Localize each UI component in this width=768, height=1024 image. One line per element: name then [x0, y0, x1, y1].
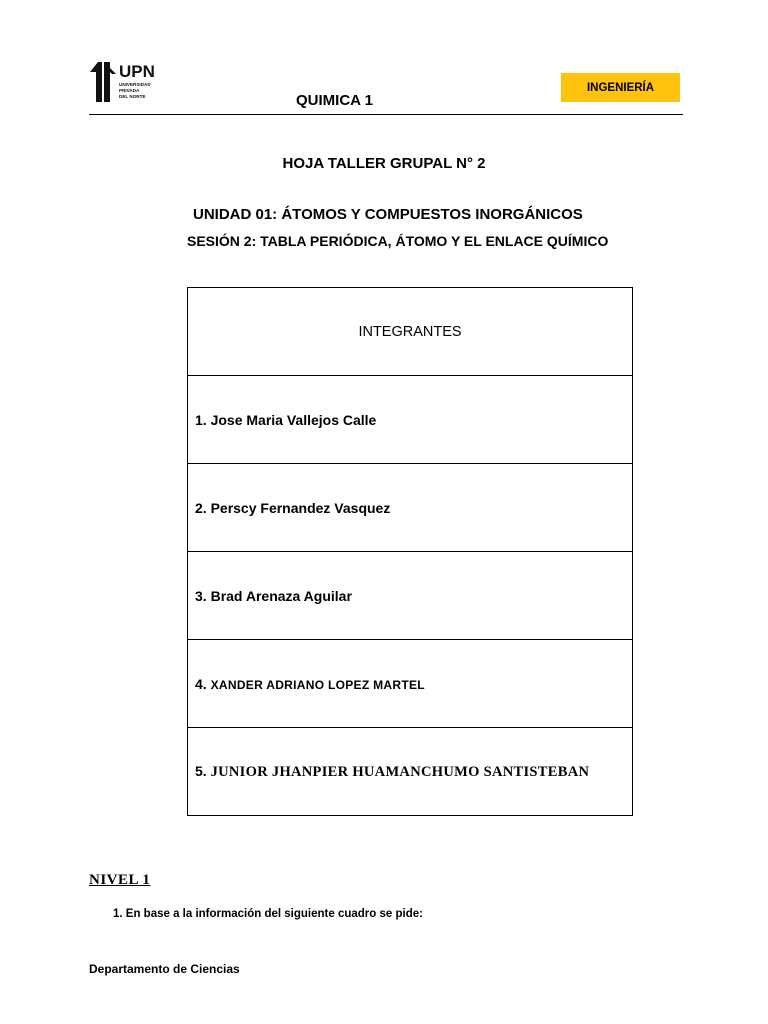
table-row: [188, 728, 633, 816]
member-number: 3.: [195, 587, 207, 604]
table-row: [188, 552, 633, 640]
logo-tagline-2: PRIVADA: [119, 88, 140, 93]
members-table: [187, 287, 633, 816]
table-row: [188, 640, 633, 728]
logo-tagline-1: UNIVERSIDAD: [119, 82, 151, 87]
footer-department: Departamento de Ciencias: [89, 962, 240, 976]
member-cell-4: [188, 640, 633, 728]
member-name: Jose Maria Vallejos Calle: [210, 411, 377, 428]
logo-brand: UPN: [119, 62, 155, 81]
upn-logo: [88, 60, 168, 104]
member-name: Perscy Fernandez Vasquez: [210, 499, 391, 516]
unit-title: UNIDAD 01: ÁTOMOS Y COMPUESTOS INORGÁNICOS: [193, 206, 583, 223]
course-title: QUIMICA 1: [296, 92, 373, 109]
member-number: 2.: [195, 499, 207, 516]
member-cell-2: [188, 464, 633, 552]
table-header-row: [188, 288, 633, 376]
member-number: 1.: [195, 411, 207, 428]
upn-logo-mark: [88, 60, 168, 104]
faculty-badge: [561, 73, 680, 102]
table-row: [188, 464, 633, 552]
member-name: JUNIOR JHANPIER HUAMANCHUMO SANTISTEBAN: [210, 763, 590, 780]
member-name: Brad Arenaza Aguilar: [210, 587, 352, 604]
member-number: 4.: [195, 675, 207, 692]
faculty-label: INGENIERÍA: [586, 81, 655, 94]
level-heading: NIVEL 1: [89, 872, 151, 888]
member-cell-3: [188, 552, 633, 640]
member-number: 5.: [195, 762, 207, 779]
header-divider: [89, 114, 683, 115]
member-cell-5: [188, 728, 633, 816]
logo-tagline-3: DEL NORTE: [119, 94, 146, 99]
sheet-title: HOJA TALLER GRUPAL N° 2: [282, 155, 486, 172]
member-cell-1: [188, 376, 633, 464]
question-item: 1. En base a la información del siguiente cuadro se pide:: [113, 908, 423, 920]
members-header: INTEGRANTES: [188, 288, 633, 376]
session-title: SESIÓN 2: TABLA PERIÓDICA, ÁTOMO Y EL ENLACE QUÍMICO: [187, 233, 609, 249]
member-name: XANDER ADRIANO LOPEZ MARTEL: [210, 677, 425, 692]
table-row: [188, 376, 633, 464]
